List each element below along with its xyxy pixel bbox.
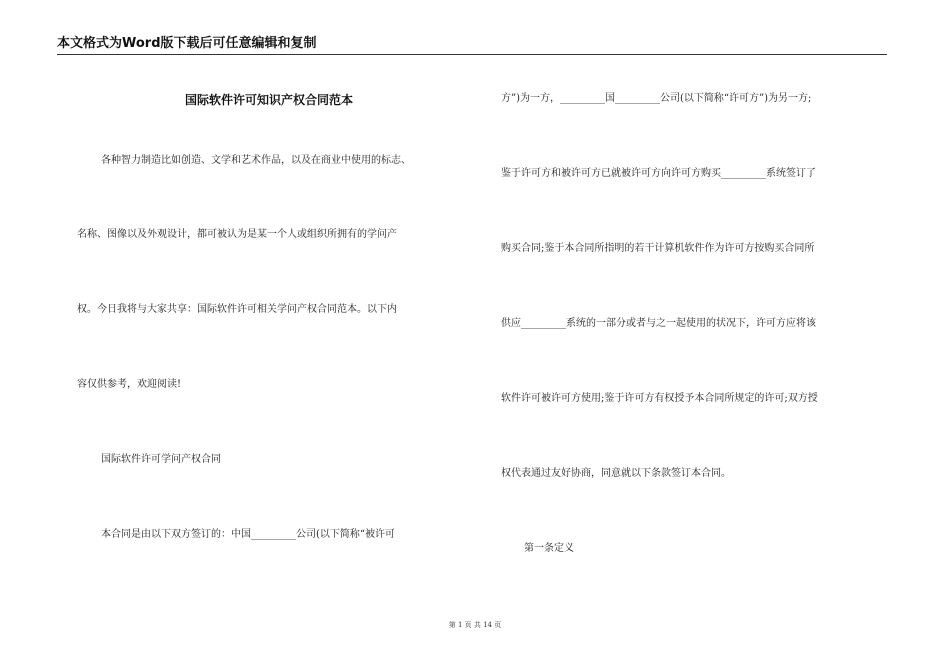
paragraph-line: 权代表通过友好协商，同意就以下条款签订本合同。: [501, 468, 731, 479]
section-heading: 第一条定义: [524, 543, 574, 554]
page-number: 第 1 页 共 14 页: [448, 621, 502, 629]
paragraph-line: 本合同是由以下双方签订的：中国_________公司(以下简称“被许可: [101, 529, 396, 540]
paragraph-line: 方”)为一方，_________国_________公司(以下简称“许可方”)为另一方;: [501, 93, 812, 104]
page-header: [57, 36, 887, 55]
paragraph-line: 权。今日我将与大家共享：国际软件许可相关学问产权合同范本。以下内: [77, 304, 397, 315]
paragraph-line: 软件许可被许可方使用;鉴于许可方有权授予本合同所规定的许可;双方授: [501, 393, 818, 404]
document-title: 国际软件许可知识产权合同范本: [184, 93, 353, 107]
paragraph-line: 供应_________系统的一部分或者与之一起使用的状况下，许可方应将该: [501, 318, 816, 329]
paragraph-line: 国际软件许可学问产权合同: [101, 454, 221, 465]
paragraph-line: 容仅供参考，欢迎阅读!: [77, 379, 182, 390]
paragraph-line: 鉴于许可方和被许可方已就被许可方向许可方购买_________系统签订了: [501, 168, 816, 179]
paragraph-line: 各种智力制造比如创造、文学和艺术作品，以及在商业中使用的标志、: [101, 155, 411, 166]
paragraph-line: 名称、图像以及外观设计，都可被认为是某一个人或组织所拥有的学问产: [77, 229, 397, 240]
paragraph-line: 购买合同;鉴于本合同所指明的若干计算机软件作为许可方按购买合同所: [501, 243, 815, 254]
header-text: 本文格式为Word版下载后可任意编辑和复制: [57, 36, 317, 51]
